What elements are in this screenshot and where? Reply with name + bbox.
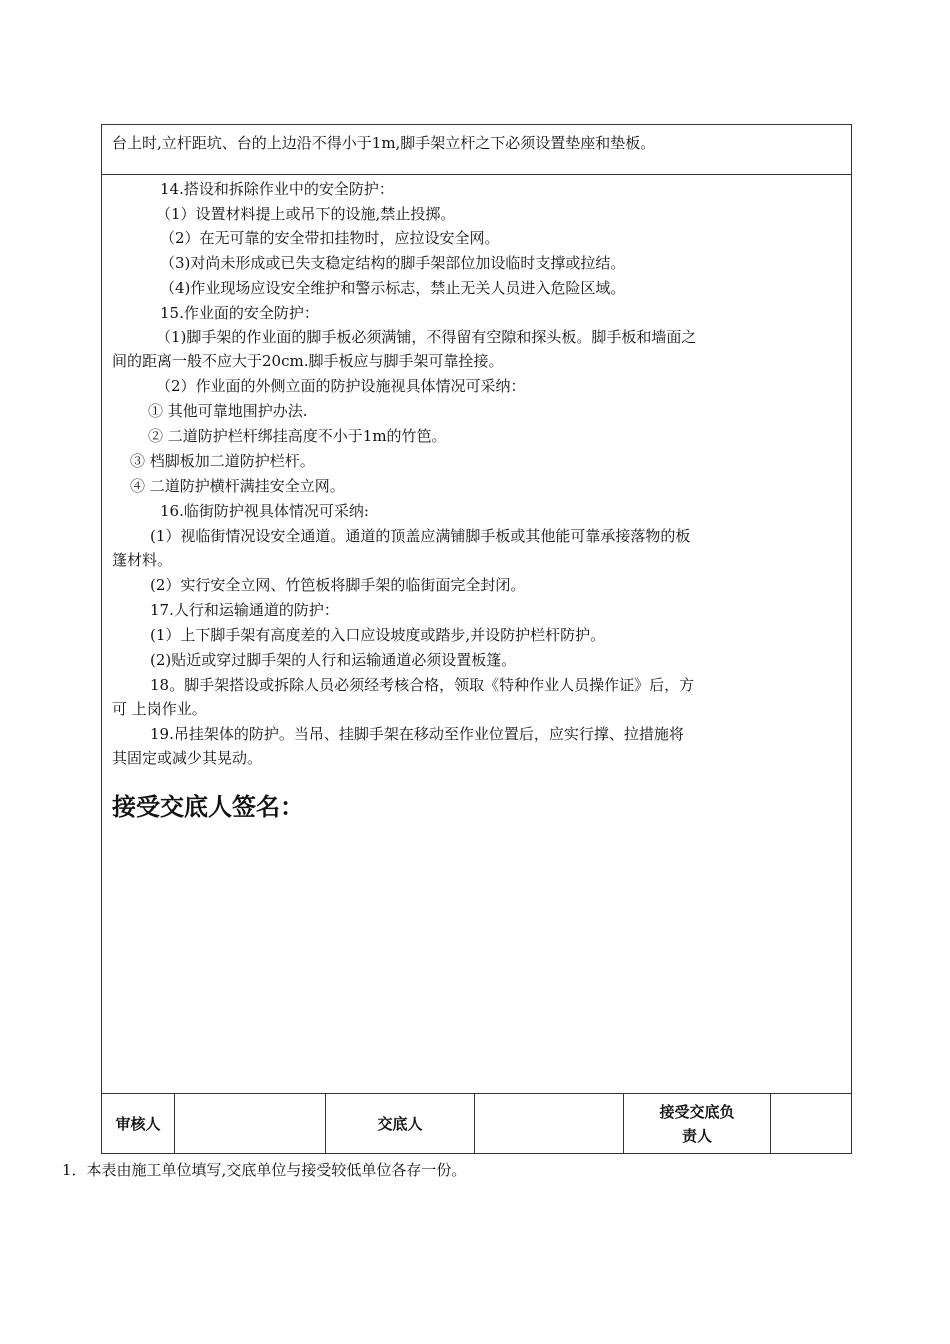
reviewer-field[interactable] — [175, 1094, 326, 1154]
presenter-field[interactable] — [475, 1094, 624, 1154]
footnote: 1．本表由施工单位填写,交底单位与接受较低单位各存一份。 — [62, 1161, 467, 1179]
signature-label: 接受交底人签名： — [112, 793, 304, 821]
content-line: （3)对尚未形成或已失支稳定结构的脚手架部位加设临时支撑或拉结。 — [160, 254, 626, 272]
disclosure-form — [101, 124, 852, 1154]
content-line: （2）在无可靠的安全带扣挂物时，应拉设安全网。 — [160, 229, 500, 247]
content-line: 14.搭设和拆除作业中的安全防护： — [160, 180, 394, 198]
signature-row — [102, 1094, 851, 1154]
content-line: 其固定或减少其晃动。 — [112, 749, 263, 767]
continued-text-cell — [102, 125, 851, 175]
content-line: （1)脚手架的作业面的脚手板必须满铺，不得留有空隙和探头板。脚手板和墙面之 — [156, 328, 697, 346]
content-cell — [102, 175, 851, 1094]
content-line: (1）视临街情况设安全通道。通道的顶盖应满铺脚手板或其他能可靠承接落物的板 — [150, 527, 691, 545]
continued-text: 台上时,立杆距坑、台的上边沿不得小于1m,脚手架立杆之下必须设置垫座和垫板。 — [112, 134, 656, 152]
content-line: (2）实行安全立网、竹笆板将脚手架的临街面完全封闭。 — [150, 576, 526, 594]
content-line: 篷材料。 — [112, 551, 173, 569]
content-line: ② 二道防护栏杆绑挂高度不小于1m的竹笆。 — [148, 427, 447, 445]
content-line: ③ 档脚板加二道防护栏杆。 — [130, 452, 315, 470]
receiver-label-line-1: 接受交底负 — [659, 1103, 735, 1121]
receiver-field[interactable] — [771, 1094, 852, 1154]
content-line: 17.人行和运输通道的防护： — [150, 601, 339, 619]
content-line: 16.临街防护视具体情况可采纳: — [160, 502, 369, 520]
content-line: 15.作业面的安全防护： — [160, 304, 319, 322]
content-line: ① 其他可靠地围护办法. — [148, 402, 308, 420]
content-line: 间的距离一般不应大于20cm.脚手板应与脚手架可靠拴接。 — [112, 352, 504, 370]
content-line: (2)贴近或穿过脚手架的人行和运输通道必须设置板篷。 — [150, 651, 517, 669]
content-line: ④ 二道防护横杆满挂安全立网。 — [130, 477, 345, 495]
content-line: 18。脚手架搭设或拆除人员必须经考核合格，领取《特种作业人员操作证》后，方 — [150, 676, 695, 694]
content-line: 可 上岗作业。 — [112, 700, 207, 718]
reviewer-label: 审核人 — [102, 1094, 175, 1154]
content-line: 19.吊挂架体的防护。当吊、挂脚手架在移动至作业位置后，应实行撑、拉措施将 — [150, 725, 684, 743]
content-line: (1）上下脚手架有高度差的入口应设坡度或踏步,并设防护栏杆防护。 — [150, 626, 606, 644]
content-line: （2）作业面的外侧立面的防护设施视具体情况可采纳： — [156, 377, 526, 395]
presenter-label: 交底人 — [326, 1094, 475, 1154]
receiver-label-line-2: 责人 — [681, 1127, 712, 1145]
content-line: （4)作业现场应设安全维护和警示标志，禁止无关人员进入危险区域。 — [160, 279, 626, 297]
receiver-label — [624, 1094, 771, 1154]
content-line: （1）设置材料提上或吊下的设施,禁止投掷。 — [156, 205, 456, 223]
